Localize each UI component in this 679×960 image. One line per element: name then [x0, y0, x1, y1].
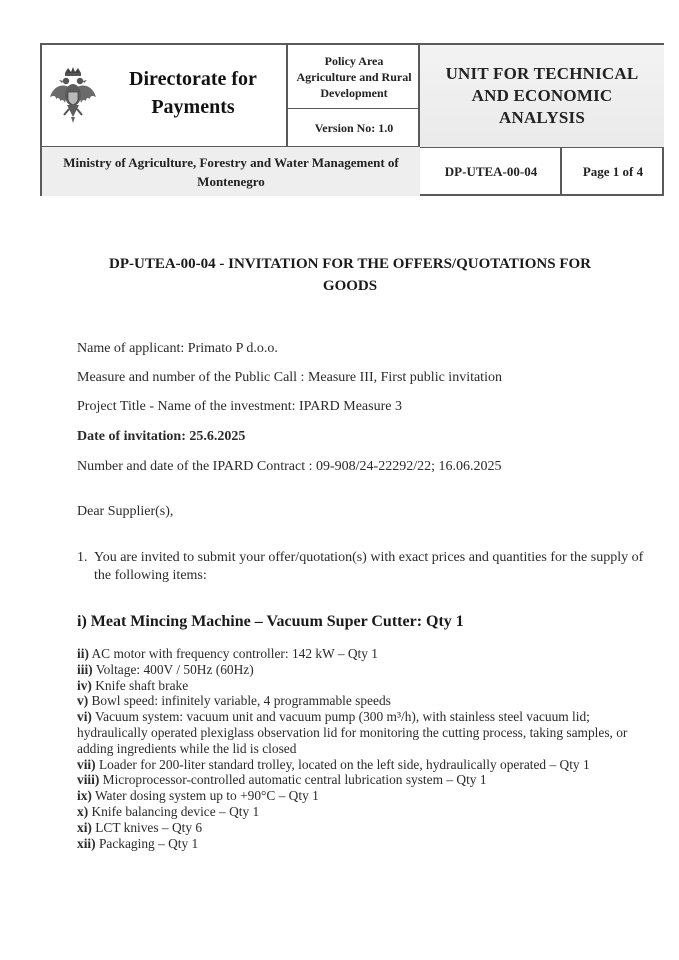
- page-number-cell: [562, 147, 664, 196]
- policy-area-line3: Development: [320, 86, 388, 100]
- list-item: xii) Packaging – Qty 1: [77, 835, 199, 851]
- ministry-line1: Ministry of Agriculture, Forestry and Water Management of: [63, 154, 399, 170]
- list-item: ii) AC motor with frequency controller: 142 kW – Qty 1: [77, 646, 378, 661]
- invitation-paragraph: [77, 549, 647, 585]
- list-item: iv) Knife shaft brake: [77, 677, 189, 693]
- section-heading: i) Meat Mincing Machine – Vacuum Super Cutter: Qty 1: [77, 613, 464, 630]
- header-table: [40, 43, 664, 196]
- list-item: v) Bowl speed: infinitely variable, 4 programmable speeds: [77, 693, 391, 709]
- project-title: Project Title - Name of the investment: IPARD Measure 3: [77, 399, 402, 414]
- salutation: Dear Supplier(s),: [77, 504, 174, 519]
- list-item: vii) Loader for 200-liter standard trolley, located on the left side, hydraulically operated – Qty 1: [77, 756, 590, 772]
- unit-line1: UNIT FOR TECHNICAL: [445, 64, 639, 83]
- unit-line2: AND ECONOMIC: [471, 86, 613, 105]
- paragraph-text: You are invited to submit your offer/quotation(s) with exact prices and quantities for the supply of the following items:: [94, 550, 644, 583]
- unit-cell: [420, 45, 664, 147]
- directorate-cell: [42, 45, 288, 147]
- measure-call: Measure and number of the Public Call : Measure III, First public invitation: [77, 370, 502, 385]
- list-item: iii) Voltage: 400V / 50Hz (60Hz): [77, 661, 254, 677]
- directorate-title: Directorate for Payments: [129, 68, 257, 118]
- policy-area-line1: Policy Area: [324, 54, 384, 68]
- items-list: [77, 646, 637, 851]
- page-number: Page 1 of 4: [582, 163, 644, 179]
- applicant-name: Name of applicant: Primato P d.o.o.: [77, 341, 278, 356]
- date-of-invitation: Date of invitation: 25.6.2025: [77, 429, 246, 444]
- version-number: Version No: 1.0: [314, 120, 394, 135]
- list-item: viii) Microprocessor-controlled automatic central lubrication system – Qty 1: [77, 772, 487, 788]
- doc-code: DP-UTEA-00-04: [444, 163, 538, 179]
- list-item: vi) Vacuum system: vacuum unit and vacuum pump (300 m³/h), with stainless steel vacuum lid; hydraulically operated plexiglass observation lid for monitoring the cutting process, taking samples, or adding ingredients while the lid is closed: [77, 709, 628, 756]
- list-item: ix) Water dosing system up to +90°C – Qty 1: [77, 788, 319, 804]
- unit-line3: ANALYSIS: [498, 108, 585, 127]
- version-cell: [288, 109, 420, 147]
- paragraph-number: 1.: [77, 550, 88, 565]
- policy-area-line2: Agriculture and Rural: [296, 70, 412, 84]
- montenegro-coat-of-arms-icon: [47, 65, 99, 127]
- list-item: x) Knife balancing device – Qty 1: [77, 803, 260, 819]
- doc-code-cell: [420, 147, 562, 196]
- document-title: DP-UTEA-00-04 - INVITATION FOR THE OFFERS/QUOTATIONS FOR GOODS: [109, 256, 591, 294]
- policy-area-cell: [288, 45, 420, 109]
- list-item: xi) LCT knives – Qty 6: [77, 819, 203, 835]
- ministry-line2: Montenegro: [197, 173, 265, 189]
- ministry-cell: [42, 147, 420, 196]
- ipard-contract: Number and date of the IPARD Contract : 09-908/24-22292/22; 16.06.2025: [77, 459, 502, 474]
